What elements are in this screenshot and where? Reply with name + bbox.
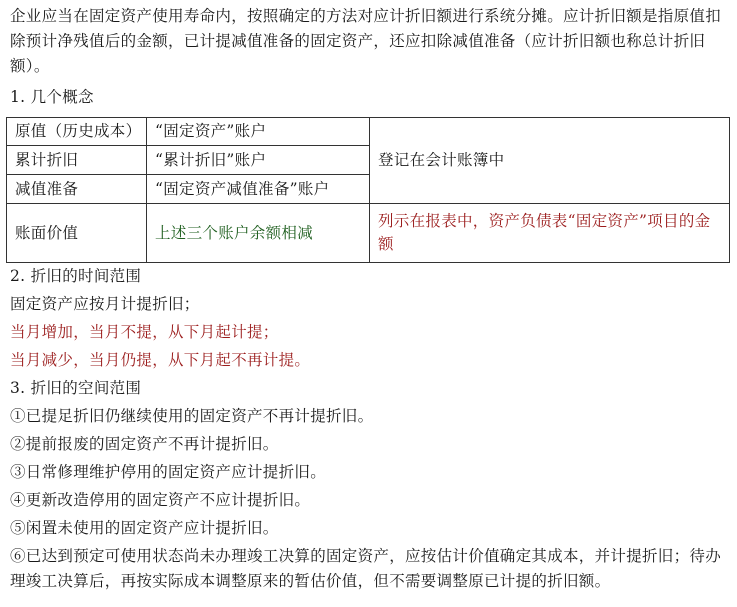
intro-paragraph: 企业应当在固定资产使用寿命内，按照确定的方法对应计折旧额进行系统分摊。应计折旧额是指原值扣除预计净残值后的金额，已计提减值准备的固定资产，还应扣除减值准备（应计折旧额也称总计折旧额）。 — [10, 7, 722, 75]
section-heading-time: 2. 折旧的时间范围 — [10, 267, 142, 285]
account-cell: “固定资产”账户 — [147, 118, 370, 146]
section-heading-concepts: 1. 几个概念 — [10, 88, 94, 106]
space-rule-line: ③日常修理维护停用的固定资产应计提折旧。 — [10, 463, 327, 481]
term-cell: 账面价值 — [7, 204, 147, 263]
time-rule-line: 固定资产应按月计提折旧； — [10, 295, 200, 313]
time-rule-line: 当月减少，当月仍提，从下月起不再计提。 — [10, 351, 311, 369]
report-note-cell: 列示在报表中，资产负债表“固定资产”项目的金额 — [370, 204, 730, 263]
record-note-cell: 登记在会计账簿中 — [370, 118, 730, 204]
term-cell: 原值（历史成本） — [7, 118, 147, 146]
account-cell: “累计折旧”账户 — [147, 146, 370, 175]
table-row — [7, 204, 730, 263]
concepts-table — [6, 117, 730, 263]
space-rule-line: ⑤闲置未使用的固定资产应计提折旧。 — [10, 519, 279, 537]
term-cell: 减值准备 — [7, 175, 147, 204]
section-heading-space: 3. 折旧的空间范围 — [10, 379, 142, 397]
account-cell: 上述三个账户余额相减 — [147, 204, 370, 263]
term-cell: 累计折旧 — [7, 146, 147, 175]
space-rule-paragraph: ⑥已达到预定可使用状态尚未办理竣工决算的固定资产，应按估计价值确定其成本，并计提折旧；待办理竣工决算后，再按实际成本调整原来的暂估价值，但不需要调整原已计提的折旧额。 — [10, 547, 722, 590]
time-rule-line: 当月增加，当月不提，从下月起计提； — [10, 323, 279, 341]
table-row — [7, 118, 730, 146]
space-rule-line: ①已提足折旧仍继续使用的固定资产不再计提折旧。 — [10, 407, 374, 425]
space-rule-line: ②提前报废的固定资产不再计提折旧。 — [10, 435, 279, 453]
account-cell: “固定资产减值准备”账户 — [147, 175, 370, 204]
space-rule-line: ④更新改造停用的固定资产不应计提折旧。 — [10, 491, 311, 509]
